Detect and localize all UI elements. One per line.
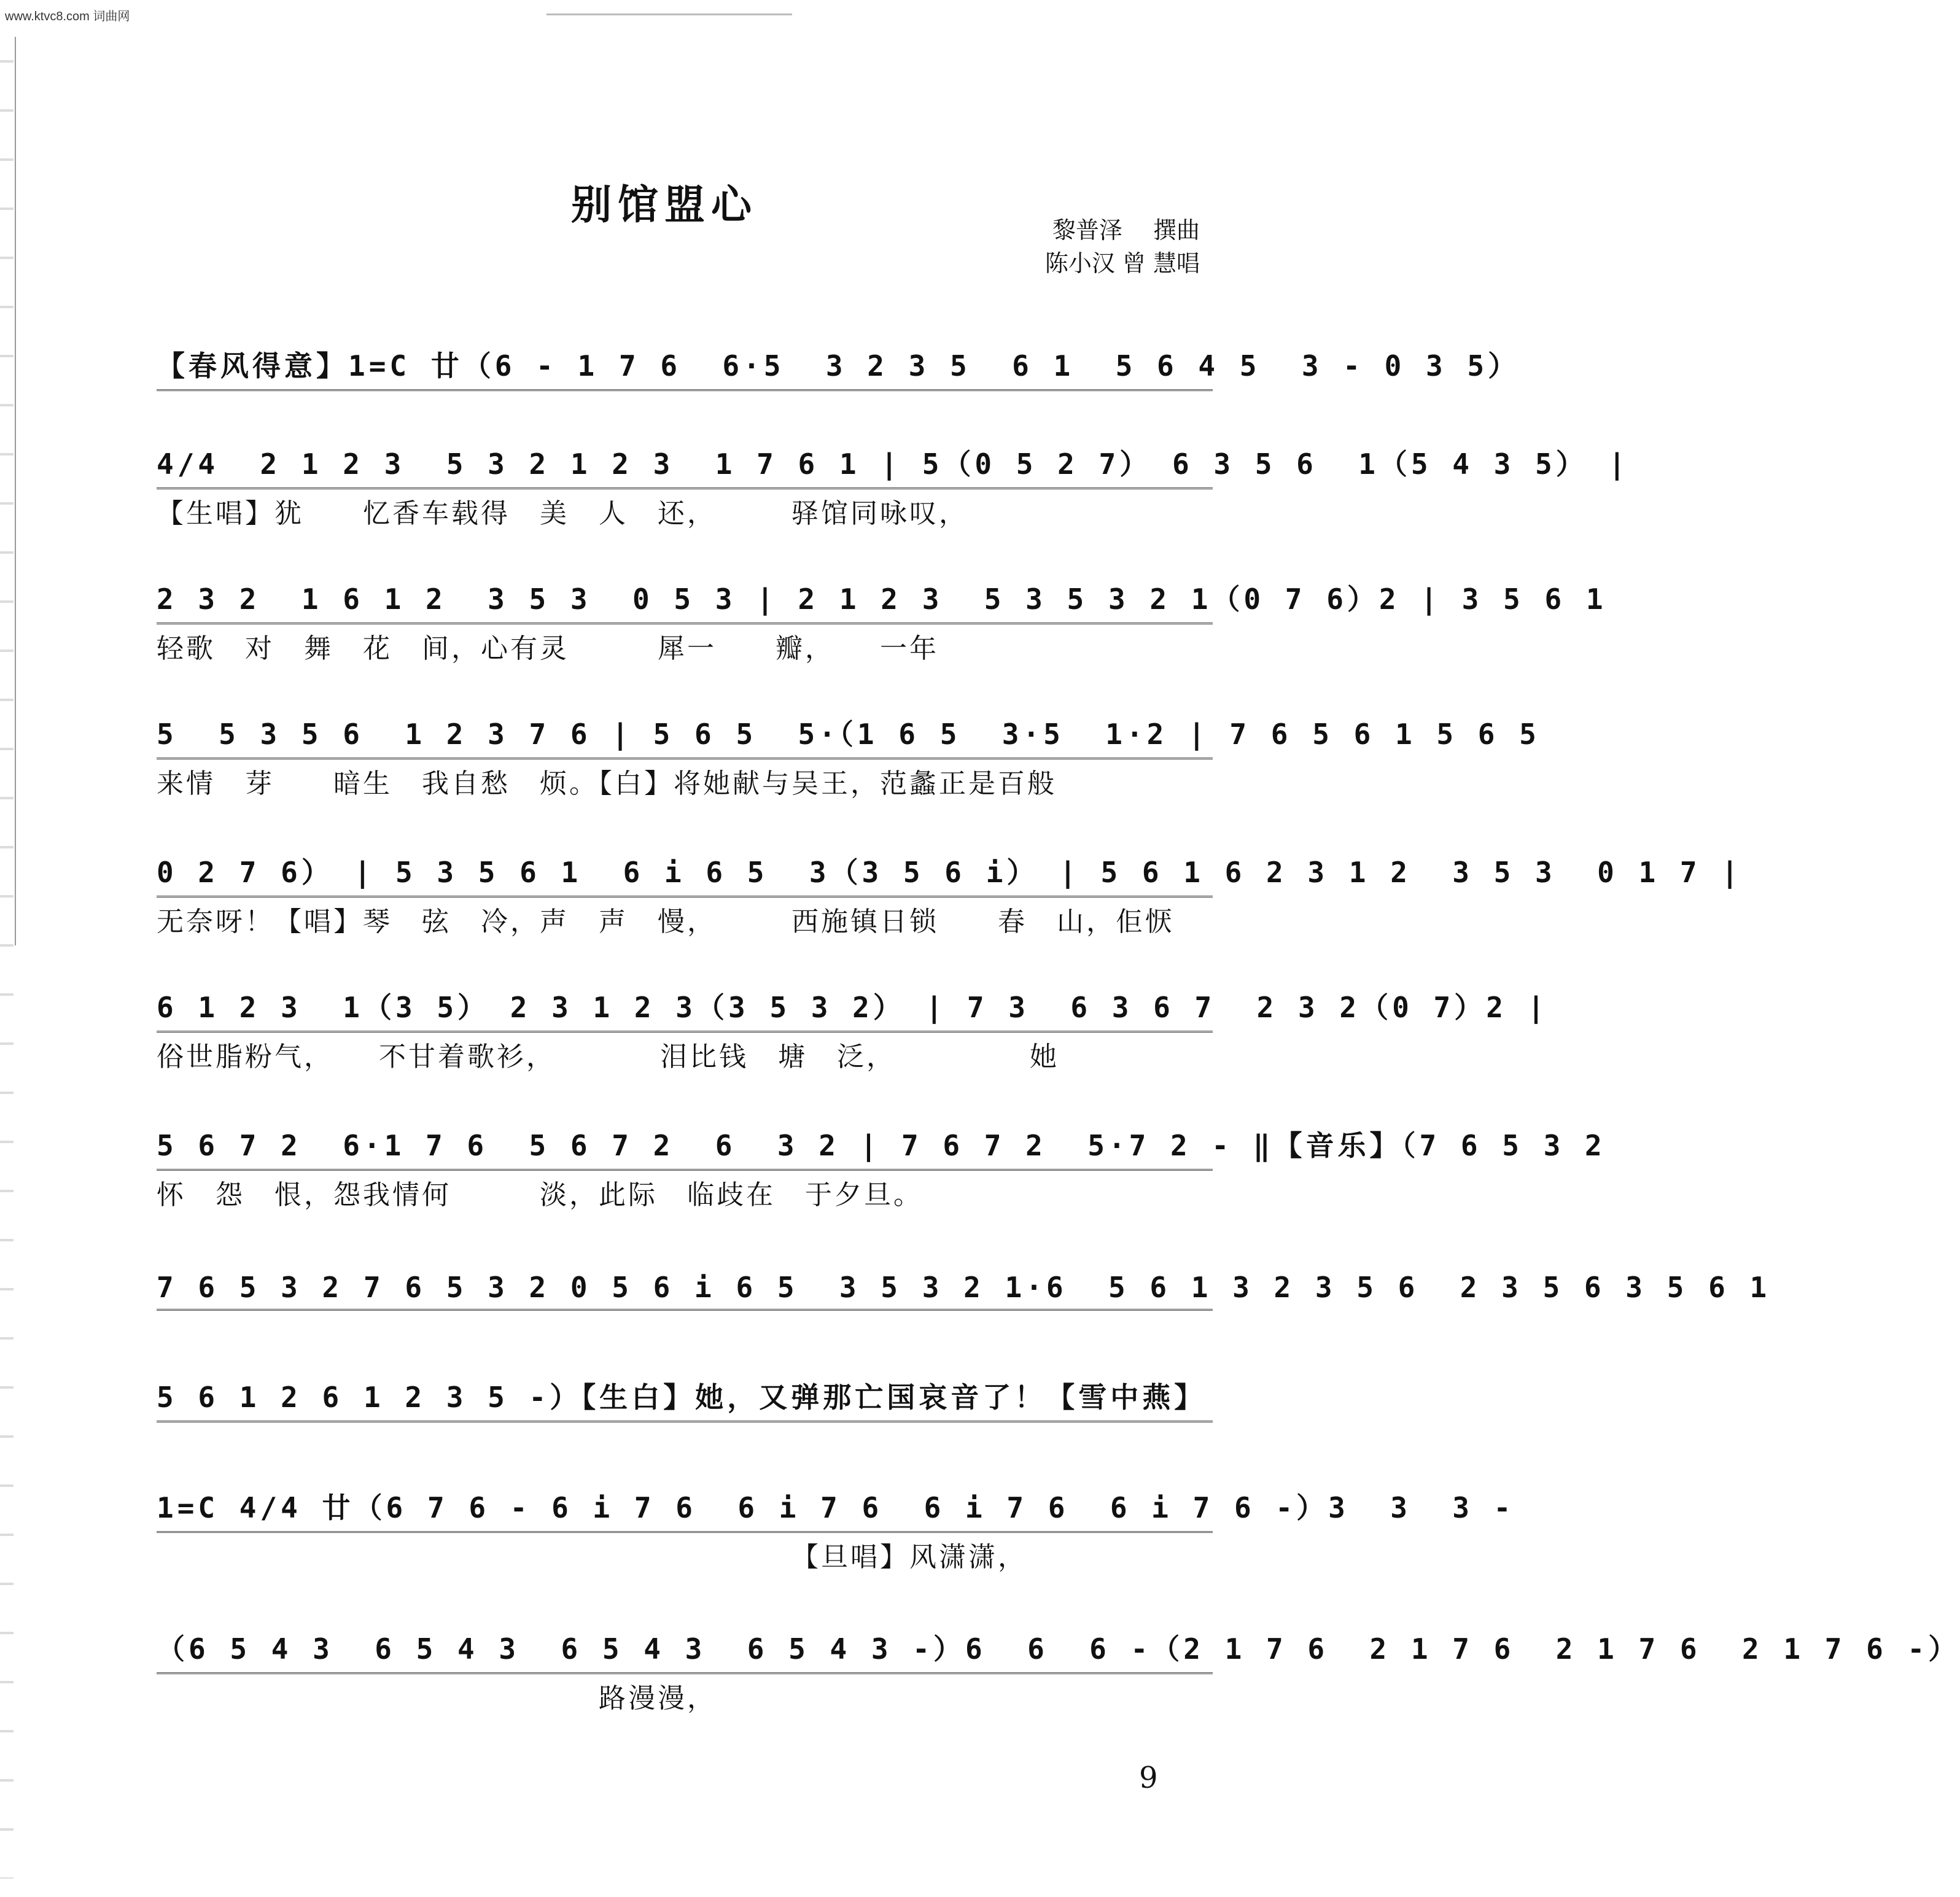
notation-line-8: 7 6 5 3 2 7 6 5 3 2 0 5 6 i 6 5 3 5 3 2 1·6 5 6 1 3 2 3 5 6 2 3 5 6 3 5 6 1	[157, 1271, 1213, 1311]
left-margin-strip	[0, 37, 14, 1879]
notation-line-7: 5 6 7 2 6·1 7 6 5 6 7 2 6 3 2 | 7 6 7 2 5·7 2 - ‖【音乐】（7 6 5 3 2	[157, 1123, 1213, 1171]
notation-line-11: （6 5 4 3 6 5 4 3 6 5 4 3 6 5 4 3 -）6 6 6 -（2 1 7 6 2 1 7 6 2 1 7 6 2 1 7 6 -）	[157, 1627, 1213, 1674]
notation-line-6: 6 1 2 3 1（3 5） 2 3 1 2 3（3 5 3 2） | 7 3 6 3 6 7 2 3 2（0 7）2 |	[157, 985, 1213, 1033]
lyric-line-5: 无奈呀！【唱】琴 弦 冷，声 声 慢， 西施镇日锁 春 山，佢恹	[157, 906, 1175, 937]
lyric-line-2: 【生唱】犹 忆香车载得 美 人 还， 驿馆同咏叹，	[157, 498, 968, 529]
notation-line-10: 1=C 4/4 廿（6 7 6 - 6 i 7 6 6 i 7 6 6 i 7 6 6 i 7 6 -）3 3 3 -	[157, 1486, 1213, 1533]
notation-line-5: 0 2 7 6） | 5 3 5 6 1 6 i 6 5 3（3 5 6 i） | 5 6 1 6 2 3 1 2 3 5 3 0 1 7 |	[157, 850, 1213, 898]
watermark-text: www.ktvc8.com 词曲网	[5, 10, 130, 23]
notation-line-1: 【春风得意】1=C 廿（6 - 1 7 6 6·5 3 2 3 5 6 1 5 6 4 5 3 - 0 3 5）	[157, 344, 1213, 391]
lyric-line-6: 俗世脂粉气， 不甘着歌衫， 泪比钱 塘 泛， 她	[157, 1041, 1059, 1073]
page-number: 9	[1139, 1761, 1158, 1795]
notation-line-9: 5 6 1 2 6 1 2 3 5 -）【生白】她，又弹那亡国哀音了！【雪中燕】	[157, 1375, 1213, 1422]
song-title: 别馆盟心	[571, 180, 758, 228]
top-divider	[546, 14, 792, 15]
notation-line-2: 4/4 2 1 2 3 5 3 2 1 2 3 1 7 6 1 | 5（0 5 2 7） 6 3 5 6 1（5 4 3 5） |	[157, 442, 1213, 489]
singer-credit: 陈小汉 曾 慧唱	[1044, 250, 1200, 277]
lyric-line-11: 路漫漫，	[157, 1683, 717, 1714]
lyric-line-4: 来情 芽 暗生 我自愁 烦。【白】将她献与吴王，范蠡正是百般	[157, 768, 1057, 799]
notation-line-4: 5 5 3 5 6 1 2 3 7 6 | 5 6 5 5·（1 6 5 3·5 1·2 | 7 6 5 6 1 5 6 5	[157, 712, 1213, 759]
left-margin-line	[15, 37, 16, 945]
composer-credit: 黎普泽 撰曲	[1052, 217, 1200, 244]
lyric-line-10: 【旦唱】风潇潇，	[157, 1542, 1027, 1573]
notation-line-3: 2 3 2 1 6 1 2 3 5 3 0 5 3 | 2 1 2 3 5 3 5 3 2 1（0 7 6）2 | 3 5 6 1	[157, 577, 1213, 624]
lyric-line-3: 轻歌 对 舞 花 间，心有灵 犀一 瓣， 一年	[157, 633, 939, 664]
lyric-line-7: 怀 怨 恨，怨我情何 淡，此际 临歧在 于夕旦。	[157, 1179, 923, 1211]
